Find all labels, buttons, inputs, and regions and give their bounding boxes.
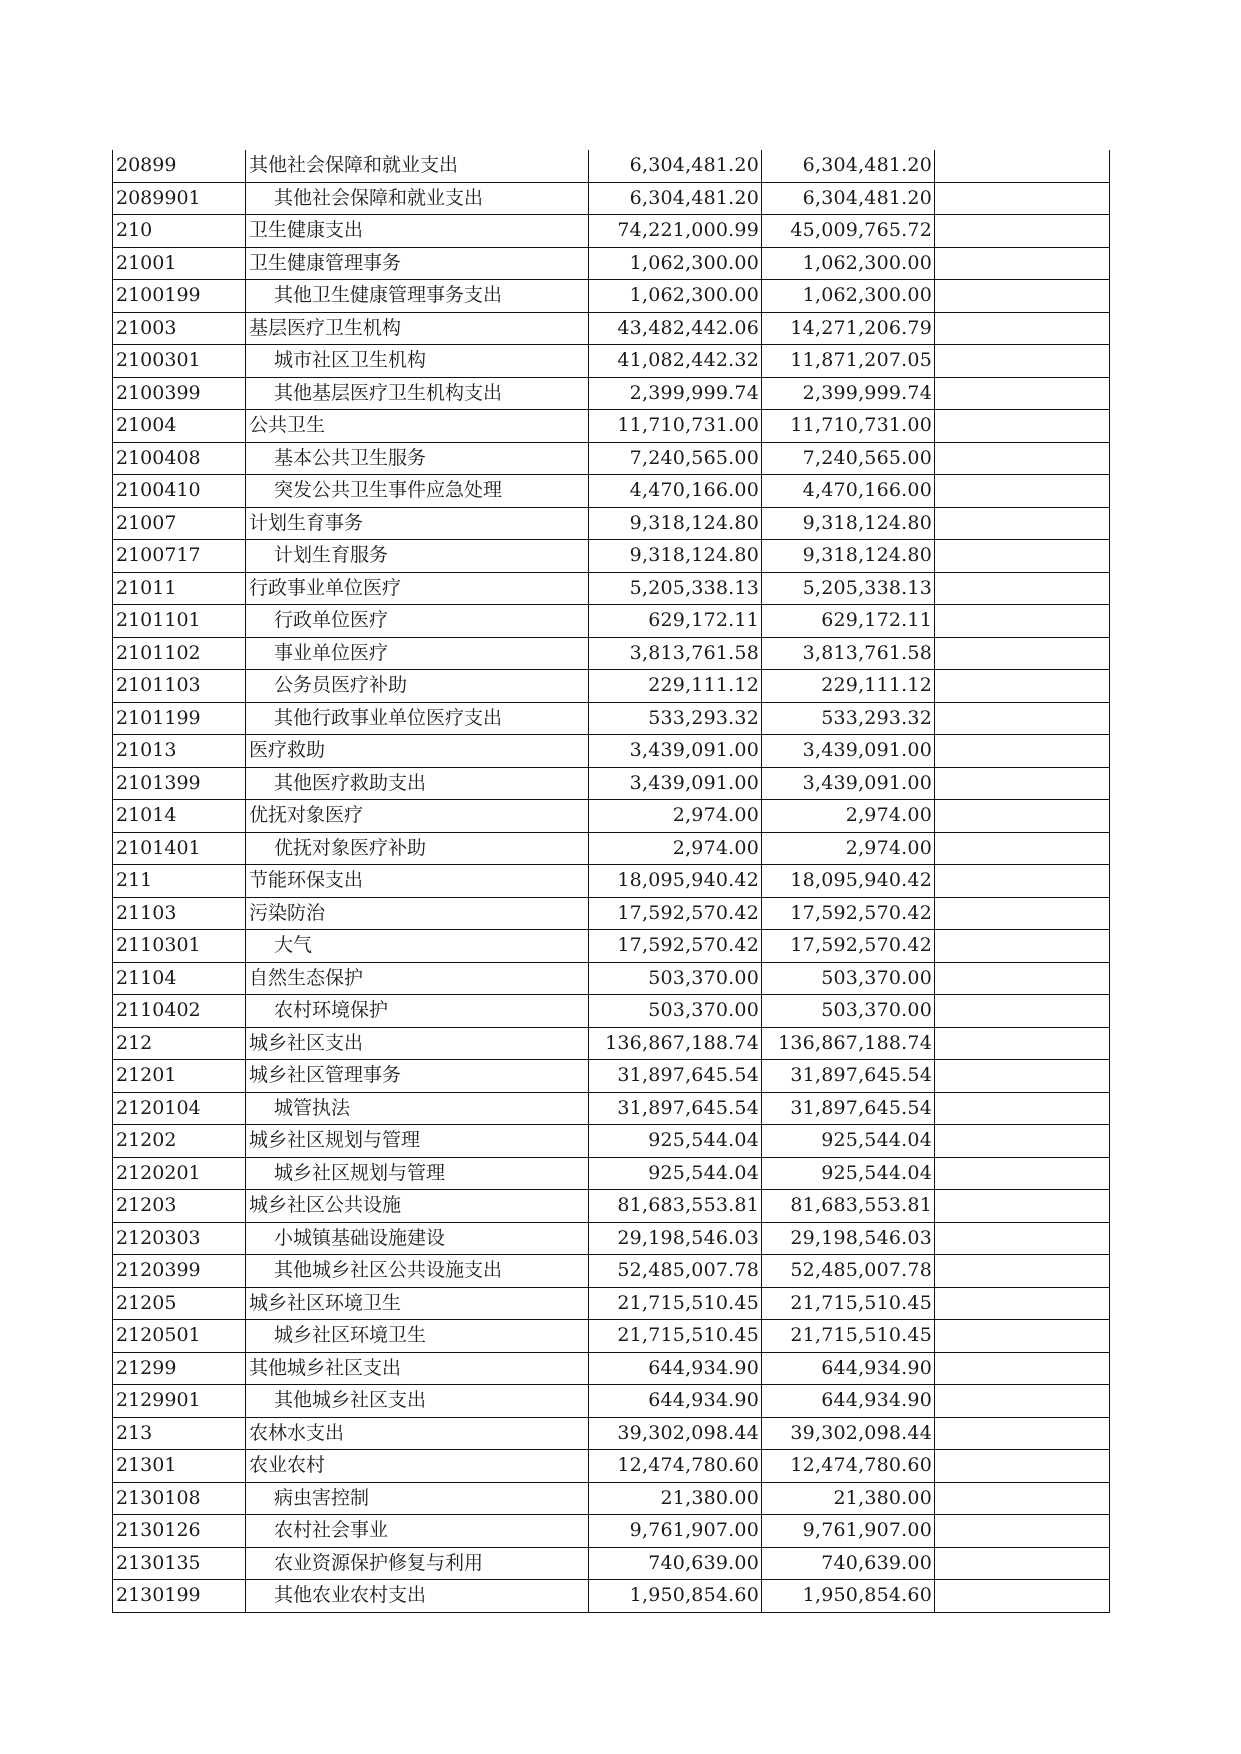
empty-cell (935, 182, 1110, 215)
empty-cell (935, 897, 1110, 930)
table-row (113, 1190, 1110, 1223)
table-row (113, 897, 1110, 930)
empty-cell (935, 1482, 1110, 1515)
amount-cell-2: 3,439,091.00 (762, 735, 935, 768)
table-row (113, 150, 1110, 182)
empty-cell (935, 930, 1110, 963)
empty-cell (935, 280, 1110, 313)
empty-cell (935, 572, 1110, 605)
amount-cell-1: 9,318,124.80 (589, 507, 762, 540)
subject-name-cell: 优抚对象医疗补助 (246, 832, 589, 865)
subject-name-cell: 城乡社区环境卫生 (246, 1320, 589, 1353)
amount-cell-1: 2,399,999.74 (589, 377, 762, 410)
amount-cell-2: 12,474,780.60 (762, 1450, 935, 1483)
amount-cell-1: 644,934.90 (589, 1385, 762, 1418)
amount-cell-1: 74,221,000.99 (589, 215, 762, 248)
amount-cell-2: 29,198,546.03 (762, 1222, 935, 1255)
table-row (113, 930, 1110, 963)
amount-cell-2: 503,370.00 (762, 962, 935, 995)
subject-code-cell: 2101103 (113, 670, 246, 703)
subject-name-cell: 突发公共卫生事件应急处理 (246, 475, 589, 508)
amount-cell-1: 4,470,166.00 (589, 475, 762, 508)
subject-name-cell: 其他基层医疗卫生机构支出 (246, 377, 589, 410)
amount-cell-2: 2,399,999.74 (762, 377, 935, 410)
amount-cell-2: 3,439,091.00 (762, 767, 935, 800)
empty-cell (935, 1385, 1110, 1418)
subject-code-cell: 2100399 (113, 377, 246, 410)
amount-cell-2: 5,205,338.13 (762, 572, 935, 605)
subject-code-cell: 2129901 (113, 1385, 246, 1418)
empty-cell (935, 215, 1110, 248)
amount-cell-2: 3,813,761.58 (762, 637, 935, 670)
empty-cell (935, 540, 1110, 573)
empty-cell (935, 670, 1110, 703)
subject-name-cell: 其他社会保障和就业支出 (246, 182, 589, 215)
amount-cell-1: 644,934.90 (589, 1352, 762, 1385)
table-row (113, 1385, 1110, 1418)
empty-cell (935, 995, 1110, 1028)
subject-name-cell: 其他城乡社区公共设施支出 (246, 1255, 589, 1288)
subject-code-cell: 2120201 (113, 1157, 246, 1190)
empty-cell (935, 1417, 1110, 1450)
table-row (113, 572, 1110, 605)
subject-name-cell: 行政事业单位医疗 (246, 572, 589, 605)
amount-cell-1: 136,867,188.74 (589, 1027, 762, 1060)
amount-cell-1: 1,062,300.00 (589, 280, 762, 313)
subject-name-cell: 行政单位医疗 (246, 605, 589, 638)
empty-cell (935, 442, 1110, 475)
amount-cell-1: 29,198,546.03 (589, 1222, 762, 1255)
empty-cell (935, 410, 1110, 443)
subject-code-cell: 21104 (113, 962, 246, 995)
subject-code-cell: 21202 (113, 1125, 246, 1158)
subject-name-cell: 城乡社区环境卫生 (246, 1287, 589, 1320)
table-row (113, 1515, 1110, 1548)
subject-name-cell: 其他行政事业单位医疗支出 (246, 702, 589, 735)
table-row (113, 475, 1110, 508)
amount-cell-2: 136,867,188.74 (762, 1027, 935, 1060)
subject-code-cell: 21301 (113, 1450, 246, 1483)
subject-name-cell: 计划生育服务 (246, 540, 589, 573)
table-row (113, 1255, 1110, 1288)
amount-cell-2: 31,897,645.54 (762, 1060, 935, 1093)
table-row (113, 345, 1110, 378)
empty-cell (935, 1255, 1110, 1288)
amount-cell-2: 18,095,940.42 (762, 865, 935, 898)
amount-cell-1: 5,205,338.13 (589, 572, 762, 605)
empty-cell (935, 865, 1110, 898)
empty-cell (935, 832, 1110, 865)
amount-cell-2: 9,761,907.00 (762, 1515, 935, 1548)
amount-cell-2: 17,592,570.42 (762, 897, 935, 930)
amount-cell-1: 39,302,098.44 (589, 1417, 762, 1450)
amount-cell-1: 21,380.00 (589, 1482, 762, 1515)
subject-code-cell: 213 (113, 1417, 246, 1450)
amount-cell-1: 21,715,510.45 (589, 1320, 762, 1353)
amount-cell-2: 1,062,300.00 (762, 280, 935, 313)
amount-cell-1: 9,761,907.00 (589, 1515, 762, 1548)
table-row (113, 1157, 1110, 1190)
subject-code-cell: 21201 (113, 1060, 246, 1093)
amount-cell-2: 1,062,300.00 (762, 247, 935, 280)
subject-code-cell: 2101401 (113, 832, 246, 865)
amount-cell-2: 503,370.00 (762, 995, 935, 1028)
table-row (113, 1222, 1110, 1255)
amount-cell-1: 12,474,780.60 (589, 1450, 762, 1483)
amount-cell-1: 2,974.00 (589, 832, 762, 865)
subject-name-cell: 公务员医疗补助 (246, 670, 589, 703)
subject-code-cell: 21205 (113, 1287, 246, 1320)
subject-name-cell: 卫生健康管理事务 (246, 247, 589, 280)
table-row (113, 507, 1110, 540)
empty-cell (935, 1580, 1110, 1613)
subject-code-cell: 2101199 (113, 702, 246, 735)
subject-code-cell: 21004 (113, 410, 246, 443)
amount-cell-1: 503,370.00 (589, 962, 762, 995)
amount-cell-1: 3,439,091.00 (589, 767, 762, 800)
amount-cell-1: 17,592,570.42 (589, 930, 762, 963)
amount-cell-2: 7,240,565.00 (762, 442, 935, 475)
subject-code-cell: 2100410 (113, 475, 246, 508)
empty-cell (935, 345, 1110, 378)
subject-name-cell: 节能环保支出 (246, 865, 589, 898)
subject-code-cell: 21299 (113, 1352, 246, 1385)
subject-code-cell: 2120303 (113, 1222, 246, 1255)
subject-code-cell: 21013 (113, 735, 246, 768)
table-row (113, 1482, 1110, 1515)
empty-cell (935, 1157, 1110, 1190)
subject-name-cell: 自然生态保护 (246, 962, 589, 995)
subject-name-cell: 农村社会事业 (246, 1515, 589, 1548)
subject-name-cell: 优抚对象医疗 (246, 800, 589, 833)
table-row (113, 962, 1110, 995)
amount-cell-2: 925,544.04 (762, 1125, 935, 1158)
table-row (113, 442, 1110, 475)
empty-cell (935, 475, 1110, 508)
subject-name-cell: 其他城乡社区支出 (246, 1352, 589, 1385)
table-row (113, 767, 1110, 800)
subject-code-cell: 21003 (113, 312, 246, 345)
subject-code-cell: 2130199 (113, 1580, 246, 1613)
amount-cell-1: 17,592,570.42 (589, 897, 762, 930)
table-row (113, 865, 1110, 898)
amount-cell-2: 45,009,765.72 (762, 215, 935, 248)
table-row (113, 377, 1110, 410)
amount-cell-2: 39,302,098.44 (762, 1417, 935, 1450)
empty-cell (935, 605, 1110, 638)
empty-cell (935, 377, 1110, 410)
empty-cell (935, 150, 1110, 182)
empty-cell (935, 247, 1110, 280)
subject-code-cell: 2100199 (113, 280, 246, 313)
amount-cell-2: 14,271,206.79 (762, 312, 935, 345)
amount-cell-2: 4,470,166.00 (762, 475, 935, 508)
subject-code-cell: 2110301 (113, 930, 246, 963)
subject-name-cell: 其他农业农村支出 (246, 1580, 589, 1613)
subject-name-cell: 计划生育事务 (246, 507, 589, 540)
table-row (113, 1125, 1110, 1158)
table-row (113, 247, 1110, 280)
expenditure-table (112, 150, 1110, 1613)
amount-cell-2: 21,715,510.45 (762, 1287, 935, 1320)
amount-cell-1: 229,111.12 (589, 670, 762, 703)
amount-cell-1: 2,974.00 (589, 800, 762, 833)
subject-name-cell: 公共卫生 (246, 410, 589, 443)
subject-name-cell: 卫生健康支出 (246, 215, 589, 248)
amount-cell-2: 2,974.00 (762, 832, 935, 865)
subject-code-cell: 2120399 (113, 1255, 246, 1288)
amount-cell-2: 52,485,007.78 (762, 1255, 935, 1288)
table-row (113, 670, 1110, 703)
amount-cell-2: 21,715,510.45 (762, 1320, 935, 1353)
subject-code-cell: 2101102 (113, 637, 246, 670)
empty-cell (935, 1060, 1110, 1093)
table-row (113, 215, 1110, 248)
amount-cell-2: 925,544.04 (762, 1157, 935, 1190)
table-row (113, 410, 1110, 443)
subject-code-cell: 212 (113, 1027, 246, 1060)
empty-cell (935, 1287, 1110, 1320)
amount-cell-1: 7,240,565.00 (589, 442, 762, 475)
table-row (113, 280, 1110, 313)
empty-cell (935, 1092, 1110, 1125)
table-row (113, 1027, 1110, 1060)
subject-name-cell: 城乡社区规划与管理 (246, 1157, 589, 1190)
table-row (113, 702, 1110, 735)
amount-cell-2: 533,293.32 (762, 702, 935, 735)
amount-cell-1: 3,813,761.58 (589, 637, 762, 670)
subject-name-cell: 大气 (246, 930, 589, 963)
amount-cell-2: 2,974.00 (762, 800, 935, 833)
subject-name-cell: 农业农村 (246, 1450, 589, 1483)
subject-name-cell: 农林水支出 (246, 1417, 589, 1450)
amount-cell-1: 6,304,481.20 (589, 150, 762, 182)
amount-cell-2: 644,934.90 (762, 1352, 935, 1385)
subject-name-cell: 污染防治 (246, 897, 589, 930)
table-row (113, 637, 1110, 670)
subject-name-cell: 医疗救助 (246, 735, 589, 768)
table-row (113, 1287, 1110, 1320)
amount-cell-1: 740,639.00 (589, 1547, 762, 1580)
amount-cell-2: 629,172.11 (762, 605, 935, 638)
amount-cell-1: 43,482,442.06 (589, 312, 762, 345)
subject-code-cell: 21203 (113, 1190, 246, 1223)
amount-cell-1: 31,897,645.54 (589, 1092, 762, 1125)
subject-code-cell: 21014 (113, 800, 246, 833)
amount-cell-2: 9,318,124.80 (762, 540, 935, 573)
subject-name-cell: 基本公共卫生服务 (246, 442, 589, 475)
amount-cell-2: 6,304,481.20 (762, 150, 935, 182)
table-row (113, 1417, 1110, 1450)
empty-cell (935, 1352, 1110, 1385)
subject-code-cell: 2120501 (113, 1320, 246, 1353)
amount-cell-2: 229,111.12 (762, 670, 935, 703)
empty-cell (935, 1547, 1110, 1580)
amount-cell-1: 41,082,442.32 (589, 345, 762, 378)
table-row (113, 735, 1110, 768)
subject-code-cell: 2101101 (113, 605, 246, 638)
subject-code-cell: 2130135 (113, 1547, 246, 1580)
empty-cell (935, 735, 1110, 768)
subject-name-cell: 城管执法 (246, 1092, 589, 1125)
amount-cell-2: 1,950,854.60 (762, 1580, 935, 1613)
subject-name-cell: 基层医疗卫生机构 (246, 312, 589, 345)
table-row (113, 832, 1110, 865)
empty-cell (935, 1190, 1110, 1223)
empty-cell (935, 1125, 1110, 1158)
subject-code-cell: 211 (113, 865, 246, 898)
empty-cell (935, 1222, 1110, 1255)
subject-code-cell: 2100301 (113, 345, 246, 378)
empty-cell (935, 1320, 1110, 1353)
empty-cell (935, 962, 1110, 995)
amount-cell-2: 740,639.00 (762, 1547, 935, 1580)
subject-name-cell: 城市社区卫生机构 (246, 345, 589, 378)
subject-code-cell: 2120104 (113, 1092, 246, 1125)
subject-name-cell: 城乡社区管理事务 (246, 1060, 589, 1093)
amount-cell-2: 17,592,570.42 (762, 930, 935, 963)
subject-name-cell: 其他卫生健康管理事务支出 (246, 280, 589, 313)
amount-cell-2: 31,897,645.54 (762, 1092, 935, 1125)
amount-cell-2: 11,710,731.00 (762, 410, 935, 443)
table-row (113, 995, 1110, 1028)
empty-cell (935, 1515, 1110, 1548)
table-row (113, 1320, 1110, 1353)
amount-cell-2: 9,318,124.80 (762, 507, 935, 540)
amount-cell-1: 9,318,124.80 (589, 540, 762, 573)
amount-cell-1: 11,710,731.00 (589, 410, 762, 443)
empty-cell (935, 637, 1110, 670)
amount-cell-2: 644,934.90 (762, 1385, 935, 1418)
table-row (113, 1450, 1110, 1483)
amount-cell-1: 925,544.04 (589, 1125, 762, 1158)
amount-cell-2: 6,304,481.20 (762, 182, 935, 215)
subject-code-cell: 21001 (113, 247, 246, 280)
subject-code-cell: 2110402 (113, 995, 246, 1028)
subject-name-cell: 病虫害控制 (246, 1482, 589, 1515)
amount-cell-1: 81,683,553.81 (589, 1190, 762, 1223)
subject-code-cell: 2100408 (113, 442, 246, 475)
amount-cell-1: 3,439,091.00 (589, 735, 762, 768)
table-row (113, 312, 1110, 345)
subject-name-cell: 小城镇基础设施建设 (246, 1222, 589, 1255)
subject-name-cell: 城乡社区规划与管理 (246, 1125, 589, 1158)
subject-code-cell: 2100717 (113, 540, 246, 573)
amount-cell-1: 503,370.00 (589, 995, 762, 1028)
subject-code-cell: 2130108 (113, 1482, 246, 1515)
empty-cell (935, 767, 1110, 800)
empty-cell (935, 507, 1110, 540)
subject-code-cell: 21103 (113, 897, 246, 930)
amount-cell-2: 21,380.00 (762, 1482, 935, 1515)
table-row (113, 1352, 1110, 1385)
table-row (113, 540, 1110, 573)
amount-cell-1: 1,950,854.60 (589, 1580, 762, 1613)
amount-cell-1: 18,095,940.42 (589, 865, 762, 898)
subject-code-cell: 21011 (113, 572, 246, 605)
amount-cell-1: 1,062,300.00 (589, 247, 762, 280)
budget-sheet (112, 150, 1109, 1613)
amount-cell-2: 11,871,207.05 (762, 345, 935, 378)
amount-cell-1: 629,172.11 (589, 605, 762, 638)
subject-name-cell: 城乡社区公共设施 (246, 1190, 589, 1223)
subject-name-cell: 事业单位医疗 (246, 637, 589, 670)
amount-cell-1: 21,715,510.45 (589, 1287, 762, 1320)
expenditure-table-body (113, 150, 1110, 1612)
subject-name-cell: 农业资源保护修复与利用 (246, 1547, 589, 1580)
subject-code-cell: 2101399 (113, 767, 246, 800)
amount-cell-1: 925,544.04 (589, 1157, 762, 1190)
empty-cell (935, 1027, 1110, 1060)
amount-cell-1: 6,304,481.20 (589, 182, 762, 215)
subject-name-cell: 其他社会保障和就业支出 (246, 150, 589, 182)
empty-cell (935, 312, 1110, 345)
subject-code-cell: 21007 (113, 507, 246, 540)
table-row (113, 182, 1110, 215)
table-row (113, 800, 1110, 833)
subject-name-cell: 城乡社区支出 (246, 1027, 589, 1060)
subject-code-cell: 2089901 (113, 182, 246, 215)
amount-cell-1: 52,485,007.78 (589, 1255, 762, 1288)
empty-cell (935, 800, 1110, 833)
table-row (113, 1060, 1110, 1093)
amount-cell-2: 81,683,553.81 (762, 1190, 935, 1223)
empty-cell (935, 702, 1110, 735)
subject-code-cell: 2130126 (113, 1515, 246, 1548)
subject-name-cell: 其他城乡社区支出 (246, 1385, 589, 1418)
table-row (113, 1547, 1110, 1580)
subject-code-cell: 210 (113, 215, 246, 248)
table-row (113, 1092, 1110, 1125)
subject-name-cell: 其他医疗救助支出 (246, 767, 589, 800)
amount-cell-1: 533,293.32 (589, 702, 762, 735)
table-row (113, 1580, 1110, 1613)
table-row (113, 605, 1110, 638)
subject-name-cell: 农村环境保护 (246, 995, 589, 1028)
subject-code-cell: 20899 (113, 150, 246, 182)
amount-cell-1: 31,897,645.54 (589, 1060, 762, 1093)
empty-cell (935, 1450, 1110, 1483)
